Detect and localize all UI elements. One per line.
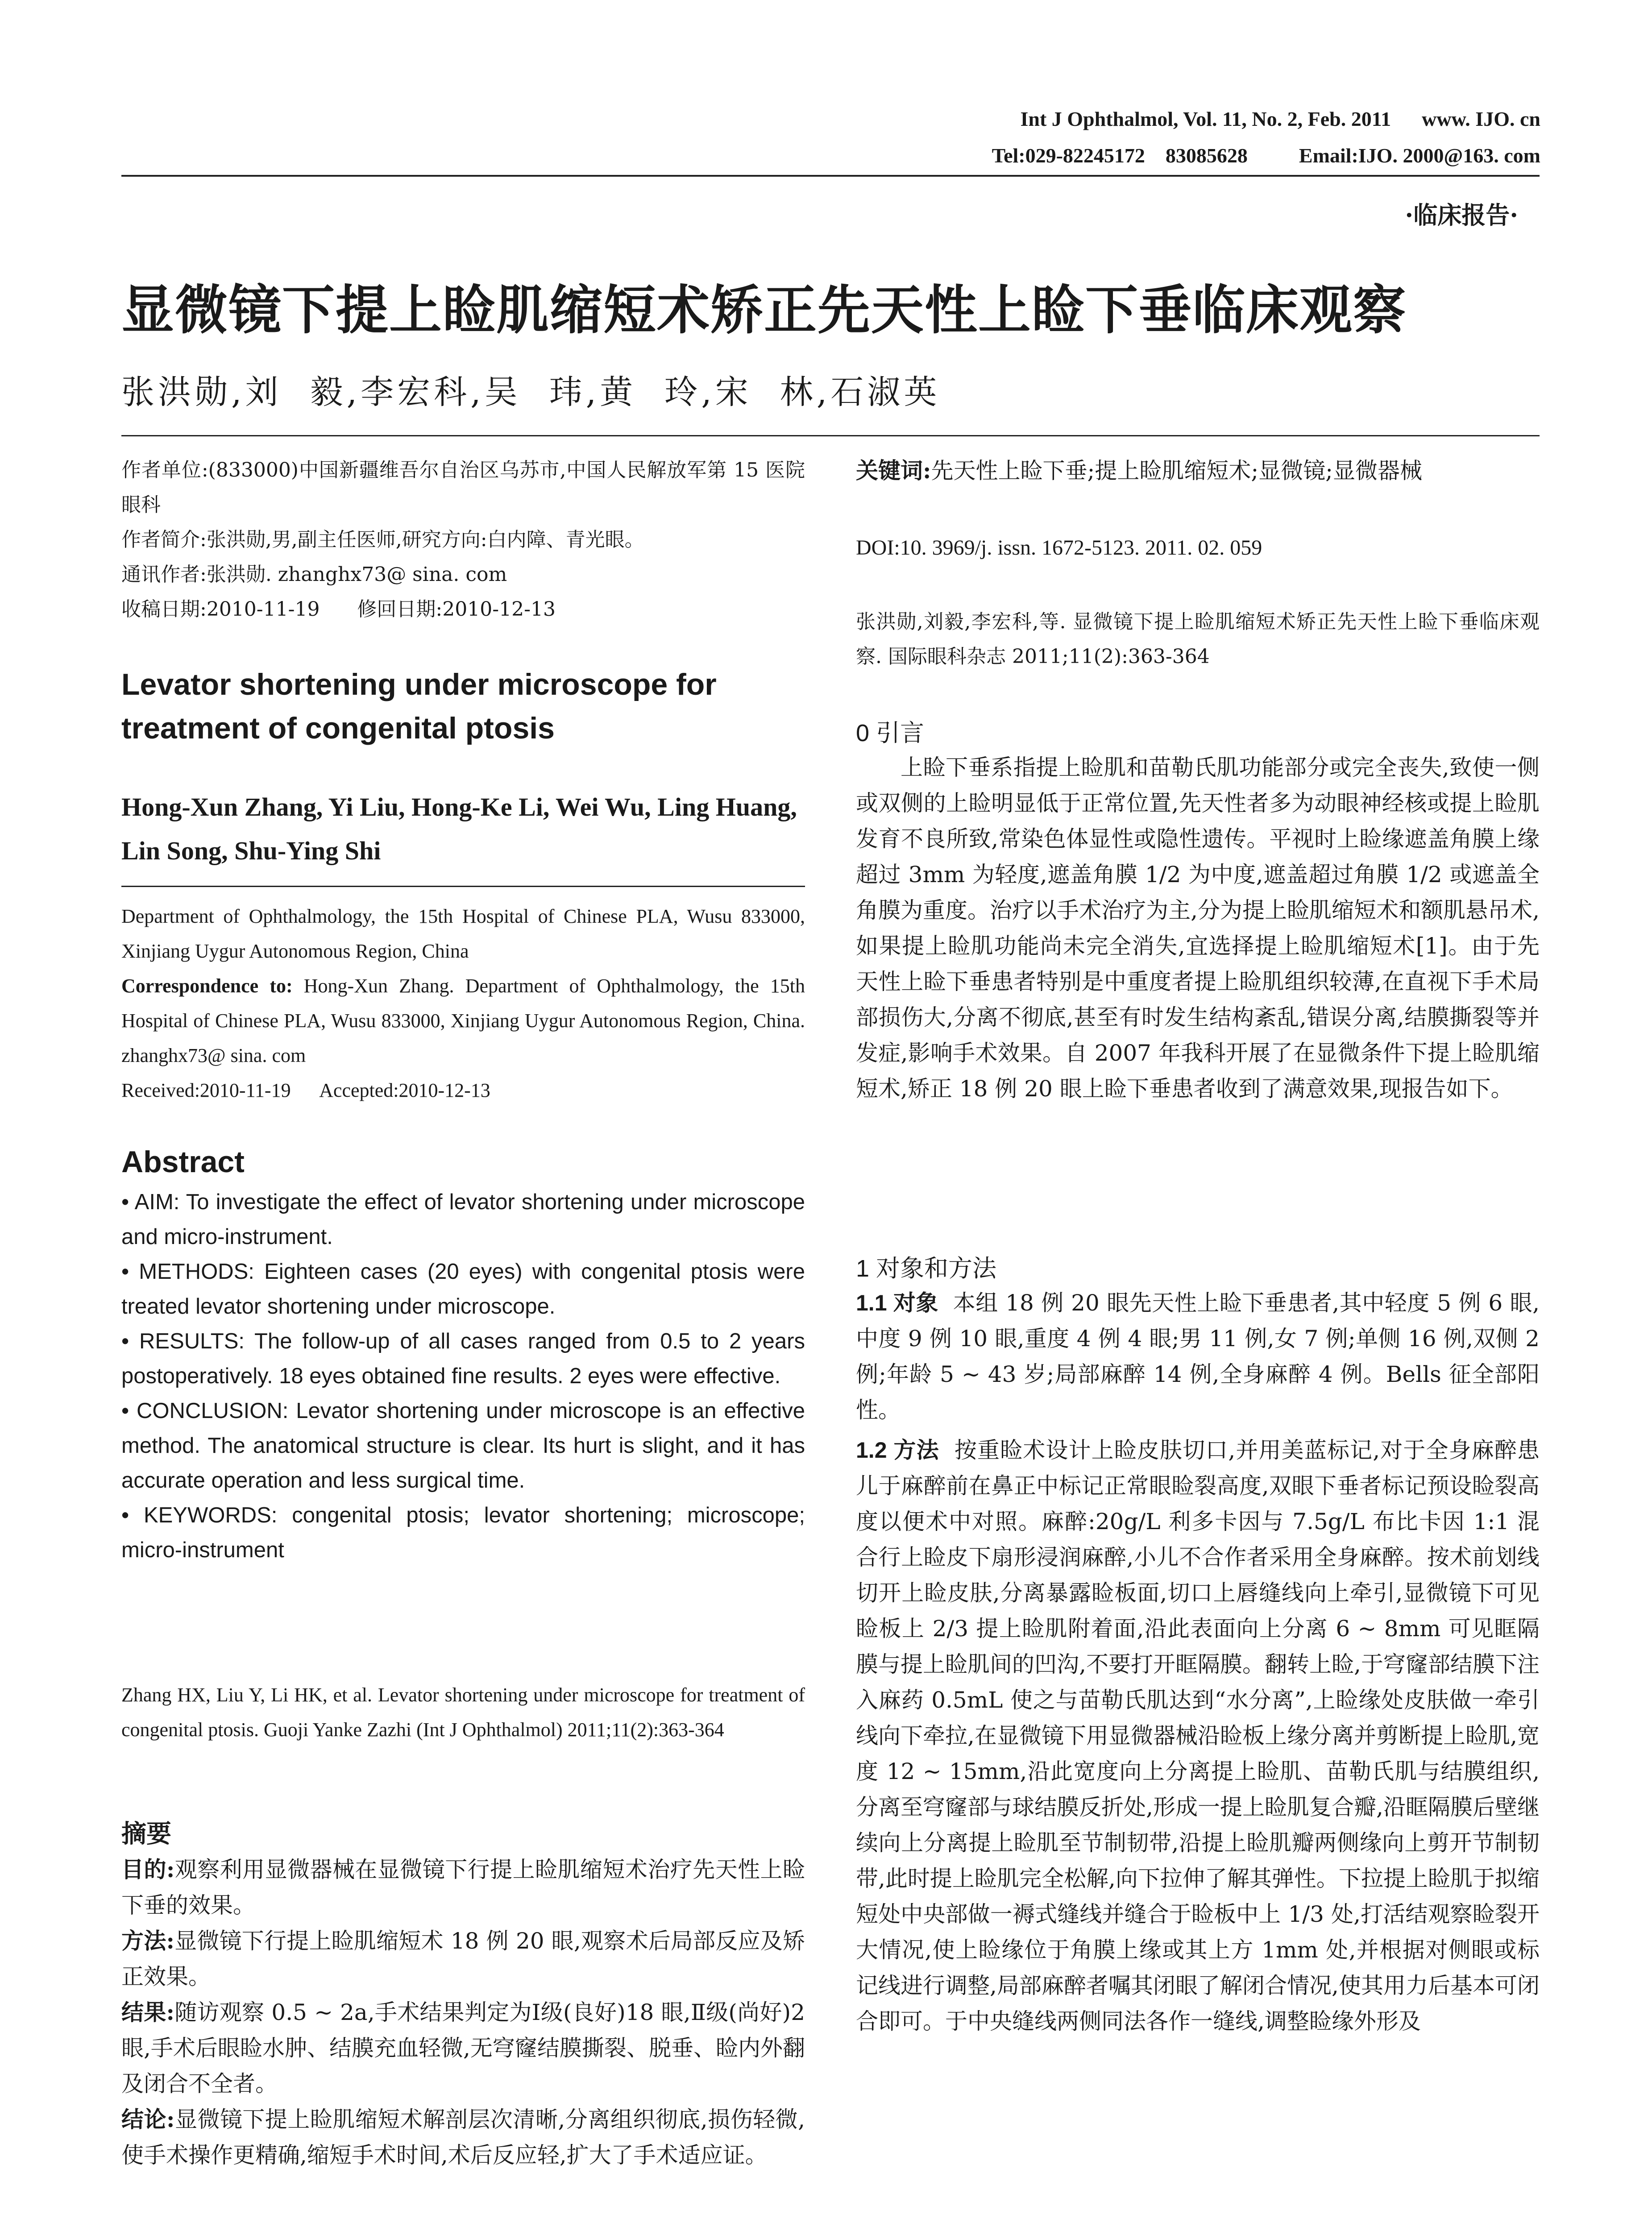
label: 方法: [121,1928,174,1954]
journal-contact: Tel:029-82245172 83085628 Email:IJO. 2000@163. com [992,144,1540,167]
correspondence-label: Correspondence to: [121,975,293,997]
citation-en: Zhang HX, Liu Y, Li HK, et al. Levator shortening under microscope for treatment of congenital ptosis. Guoji Yanke Zazhi (Int J Ophthalmol) 2011;11(2):363-364 [121,1684,805,1741]
title-rule [121,435,1540,436]
methods-procedure [856,1432,1540,2039]
methods-heading: 1 对象和方法 [856,1255,997,1282]
corresponding-line: 通讯作者:张洪勋. zhanghx73@ sina. com [121,563,507,586]
abstract-aim: • AIM: To investigate the effect of levator shortening under microscope and micro-instrument. [121,1190,805,1249]
authors-rule [121,886,805,887]
header-rule [121,175,1540,177]
author-intro-line: 作者简介:张洪勋,男,副主任医师,研究方向:白内障、青光眼。 [121,528,644,551]
title-cn: 显微镜下提上睑肌缩短术矫正先天性上睑下垂临床观察 [121,279,1407,341]
text: 随访观察 0.5 ~ 2a,手术结果判定为Ⅰ级(良好)18 眼,Ⅱ级(尚好)2 眼,手术后眼睑水肿、结膜充血轻微,无穹窿结膜撕裂、脱垂、睑内外翻及闭合不全者。 [121,1999,805,2097]
text: 观察利用显微器械在显微镜下行提上睑肌缩短术治疗先天性上睑下垂的效果。 [121,1857,805,1918]
section-tag: ·临床报告· [1405,201,1518,229]
correspondence-en [121,969,805,1073]
received-accepted: Received:2010-11-19 Accepted:2010-12-13 [121,1079,490,1101]
correspondence-text: Hong-Xun Zhang. Department of Ophthalmology, the 15th Hospital of Chinese PLA, Wusu 833000, Xinjiang Uygur Autonomous Region, China. zhanghx73@ sina. com [121,975,805,1066]
citation-cn: 张洪勋,刘毅,李宏科,等. 显微镜下提上睑肌缩短术矫正先天性上睑下垂临床观察. 国际眼科杂志 2011;11(2):363-364 [856,610,1540,668]
intro-heading: 0 引言 [856,720,925,746]
authors-en: Hong-Xun Zhang, Yi Liu, Hong-Ke Li, Wei Wu, Ling Huang, Lin Song, Shu-Ying Shi [121,792,797,865]
abstract-cn-results [121,1995,805,2102]
intro-text: 上睑下垂系指提上睑肌和苗勒氏肌功能部分或完全丧失,致使一侧或双侧的上睑明显低于正常位置,先天性者多为动眼神经核或提上睑肌发育不良所致,常染色体显性或隐性遗传。平视时上睑缘遮盖角膜上缘超过 3mm 为轻度,遮盖角膜 1/2 为中度,遮盖超过角膜 1/2 或遮盖全角膜为重度。治疗以手术治疗为主,分为提上睑肌缩短术和额肌悬吊术,如果提上睑肌功能尚未完全消失,宜选择提上睑肌缩短术[1]。由于先天性上睑下垂患者特别是中重度者提上睑肌组织较薄,在直视下手术局部损伤大,分离不彻底,甚至有时发生结构紊乱,错误分离,结膜撕裂等并发症,影响手术效果。自 2007 年我科开展了在显微条件下提上睑肌缩短术,矫正 18 例 20 眼上睑下垂患者收到了满意效果,现报告如下。 [856,755,1540,1102]
authors-cn: 张洪勋,刘 毅,李宏科,吴 玮,黄 玲,宋 林,石淑英 [121,373,941,411]
procedure-label: 1.2 方法 [856,1438,939,1463]
affiliation-cn [121,453,805,627]
title-en: Levator shortening under microscope for treatment of congenital ptosis [121,668,717,745]
abstract-cn-conclusion [121,2102,805,2173]
abstract-heading-en: Abstract [121,1145,245,1179]
subjects-label: 1.1 对象 [856,1290,938,1315]
doi: DOI:10. 3969/j. issn. 1672-5123. 2011. 02. 059 [856,536,1262,560]
abstract-cn [121,1852,805,2173]
keywords-label: 关键词: [856,457,931,484]
affiliation-en [121,899,805,1108]
department-en: Department of Ophthalmology, the 15th Hospital of Chinese PLA, Wusu 833000, Xinjiang Uygur Autonomous Region, China [121,905,805,962]
label: 目的: [121,1856,175,1883]
affiliation-line: 作者单位:(833000)中国新疆维吾尔自治区乌苏市,中国人民解放军第 15 医院眼科 [121,459,805,516]
abstract-heading-cn: 摘要 [121,1819,171,1849]
abstract-keywords: • KEYWORDS: congenital ptosis; levator shortening; microscope; micro-instrument [121,1503,805,1562]
abstract-cn-aim [121,1852,805,1923]
keywords-text: 先天性上睑下垂;提上睑肌缩短术;显微镜;显微器械 [931,458,1423,484]
keywords-cn [856,453,1540,489]
text: 显微镜下提上睑肌缩短术解剖层次清晰,分离组织彻底,损伤轻微,使手术操作更精确,缩短手术时间,术后反应轻,扩大了手术适应证。 [121,2107,805,2168]
dates-line: 收稿日期:2010-11-19 修回日期:2010-12-13 [121,598,556,621]
abstract-conclusion: • CONCLUSION: Levator shortening under microscope is an effective method. The anatomical structure is clear. Its hurt is slight, and it has accurate operation and less surgical time. [121,1399,805,1493]
subjects-text: 本组 18 例 20 眼先天性上睑下垂患者,其中轻度 5 例 6 眼,中度 9 例 10 眼,重度 4 例 4 眼;男 11 例,女 7 例;单侧 16 例,双侧 2 例;年龄 5 ~ 43 岁;局部麻醉 14 例,全身麻醉 4 例。Bells 征全部阳性。 [856,1290,1540,1423]
abstract-methods: • METHODS: Eighteen cases (20 eyes) with congenital ptosis were treated levator shortening under microscope. [121,1260,805,1319]
procedure-text: 按重睑术设计上睑皮肤切口,并用美蓝标记,对于全身麻醉患儿于麻醉前在鼻正中标记正常眼睑裂高度,双眼下垂者标记预设睑裂高度以便术中对照。麻醉:20g/L 利多卡因与 7.5g/L 布比卡因 1:1 混合行上睑皮下扇形浸润麻醉,小儿不合作者采用全身麻醉。按术前划线切开上睑皮肤,分离暴露睑板面,切口上唇缝线向上牵引,显微镜下可见睑板上 2/3 提上睑肌附着面,沿此表面向上分离 6 ~ 8mm 可见眶隔膜与提上睑肌间的凹沟,不要打开眶隔膜。翻转上睑,于穹窿部结膜下注入麻药 0.5mL 使之与苗勒氏肌达到“水分离”,上睑缘处皮肤做一牵引线向下牵拉,在显微镜下用显微器械沿睑板上缘分离并剪断提上睑肌,宽度 12 ~ 15mm,沿此宽度向上分离提上睑肌、苗勒氏肌与结膜组织,分离至穹窿部与球结膜反折处,形成一提上睑肌复合瓣,沿眶隔膜后壁继续向上分离提上睑肌至节制韧带,沿提上睑肌瓣两侧缘向上剪开节制韧带,此时提上睑肌完全松解,向下拉伸了解其弹性。下拉提上睑肌于拟缩短处中央部做一褥式缝线并缝合于睑板中上 1/3 处,打活结观察睑裂开大情况,使上睑缘位于角膜上缘或其上方 1mm 处,并根据对侧眼或标记线进行调整,局部麻醉者嘱其闭眼了解闭合情况,使其用力后基本可闭合即可。于中央缝线两侧同法各作一缝线,调整睑缘外形及 [856,1437,1540,2034]
methods-subjects [856,1285,1540,1428]
label: 结果: [121,1999,174,2025]
journal-info: Int J Ophthalmol, Vol. 11, No. 2, Feb. 2011 www. IJO. cn [1020,108,1540,130]
abstract-en [121,1185,805,1568]
label: 结论: [121,2106,175,2132]
abstract-cn-methods [121,1923,805,1995]
abstract-results: • RESULTS: The follow-up of all cases ranged from 0.5 to 2 years postoperatively. 18 eyes obtained fine results. 2 eyes were effective. [121,1329,805,1388]
text: 显微镜下行提上睑肌缩短术 18 例 20 眼,观察术后局部反应及矫正效果。 [121,1928,805,1990]
